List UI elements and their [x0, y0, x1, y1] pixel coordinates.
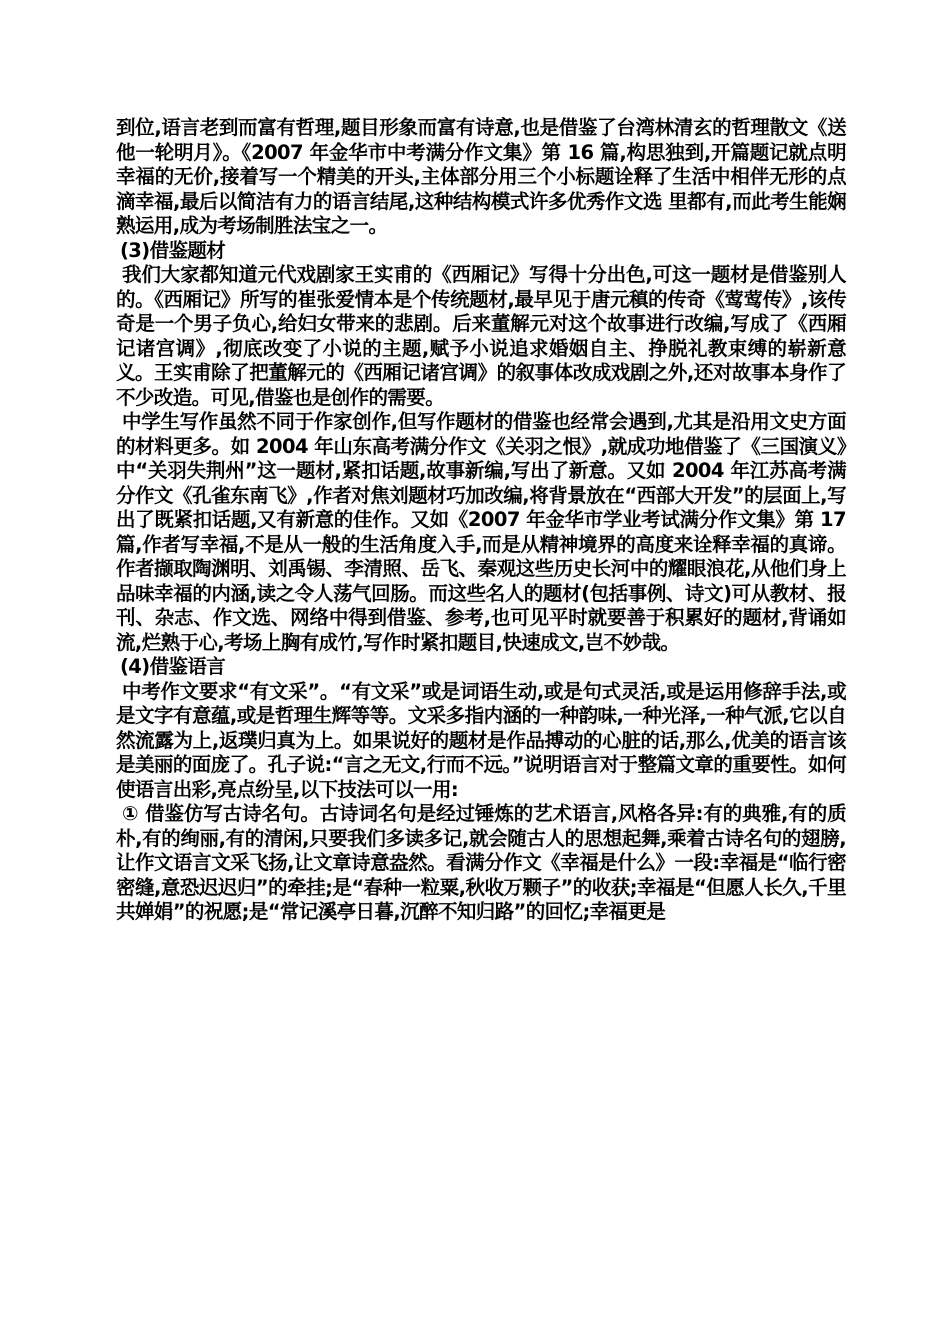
paragraph-literary-grace: 中考作文要求“有文采”。“有文采”或是词语生动,或是句式灵活,或是运用修辞手法,或是文字有意蕴,或是哲理生辉等等。文采多指内涵的一种韵味,一种光泽,一种气派,它以自然流露为上,返璞归真为上。如果说好的题材是作品搏动的心脏的话,那么,优美的语言该是美丽的面庞了。孔子说:“言之无文,行而不远。”说明语言对于整篇文章的重要性。如何使语言出彩,亮点纷呈,以下技法可以一用: — [116, 679, 846, 801]
paragraph-structure-borrowing: 到位,语言老到而富有哲理,题目形象而富有诗意,也是借鉴了台湾林清玄的哲理散文《送他一轮明月》。《2007 年金华市中考满分作文集》第 16 篇,构思独到,开篇题记就点明幸福的无价,接着写一个精美的开头,主体部分用三个小标题诠释了生活中相伴无形的点滴幸福,最后以简洁有力的语言结尾,这种结构模式许多优秀作文选 里都有,而此考生能娴熟运用,成为考场制胜法宝之一。 — [116, 116, 846, 237]
paragraph-student-writing-material: 中学生写作虽然不同于作家创作,但写作题材的借鉴也经常会遇到,尤其是沿用文史方面的材料更多。如 2004 年山东高考满分作文《关羽之恨》,就成功地借鉴了《三国演义》中“关羽失荆州”这一题材,紧扣话题,故事新编,写出了新意。又如 2004 年江苏高考满分作文《孔雀东南飞》,作者对焦刘题材巧加改编,将背景放在“西部大开发”的层面上,写出了既紧扣话题,又有新意的佳作。又如《2007 年金华市学业考试满分作文集》第 17 篇,作者写幸福,不是从一般的生活角度入手,而是从精神境界的高度来诠释幸福的真谛。作者撷取陶渊明、刘禹锡、李清照、岳飞、秦观这些历史长河中的耀眼浪花,从他们身上品味幸福的内涵,读之令人荡气回肠。而这些名人的题材(包括事例、诗文)可从教材、报刊、杂志、作文选、网络中得到借鉴、参考,也可见平时就要善于积累好的题材,背诵如流,烂熟于心,考场上胸有成竹,写作时紧扣题目,快速成文,岂不妙哉。 — [116, 410, 846, 654]
section-heading-borrow-material: (3)借鉴题材 — [120, 238, 226, 262]
section-heading-borrow-language: (4)借鉴语言 — [120, 655, 226, 678]
paragraph-xixiangji: 我们大家都知道元代戏剧家王实甫的《西厢记》写得十分出色,可这一题材是借鉴别人的。《西厢记》所写的崔张爱情本是个传统题材,最早见于唐元稹的传奇《莺莺传》,该传奇是一个男子负心,给妇女带来的悲剧。后来董解元对这个故事进行改编,写成了《西厢记诸宫调》,彻底改变了小说的主题,赋予小说追求婚姻自主、挣脱礼教束缚的崭新意义。王实甫除了把董解元的《西厢记诸宫调》的叙事体改成戏剧之外,还对故事本身作了不少改造。可见,借鉴也是创作的需要。 — [116, 263, 846, 409]
document-page — [116, 116, 846, 925]
paragraph-classical-poetry: ① 借鉴仿写古诗名句。古诗词名句是经过锤炼的艺术语言,风格各异:有的典雅,有的质朴,有的绚丽,有的清闲,只要我们多读多记,就会随古人的思想起舞,乘着古诗名句的翅膀,让作文语言文采飞扬,让文章诗意盎然。看满分作文《幸福是什么》一段:幸福是“临行密密缝,意恐迟迟归”的牵挂;是“春种一粒粟,秋收万颗子”的收获;幸福是“但愿人长久,千里共婵娟”的祝愿;是“常记溪亭日暮,沉醉不知归路”的回忆;幸福更是 — [116, 802, 846, 923]
